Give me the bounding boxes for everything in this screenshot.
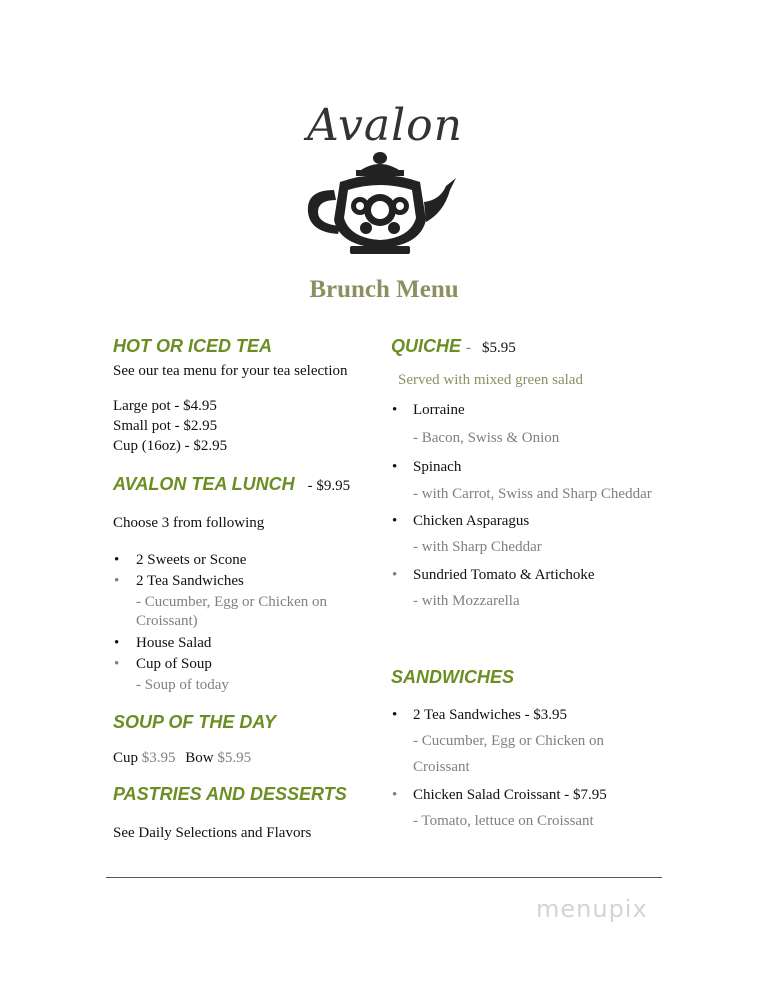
- lunch-item-detail: - Soup of today: [136, 677, 229, 693]
- sandwich-item: 2 Tea Sandwiches - $3.95: [413, 707, 568, 723]
- lunch-note: Choose 3 from following: [113, 515, 265, 531]
- bullet-icon: •: [392, 567, 398, 583]
- quiche-item-detail: - with Mozzarella: [413, 593, 520, 609]
- tea-note: See our tea menu for your tea selection: [113, 363, 348, 379]
- soup-cup-price: $3.95: [141, 750, 176, 766]
- quiche-item-detail: - with Sharp Cheddar: [413, 539, 542, 555]
- bullet-icon: •: [114, 656, 120, 672]
- quiche-item-detail: - Bacon, Swiss & Onion: [413, 430, 560, 446]
- bullet-icon: •: [392, 459, 398, 475]
- bullet-icon: •: [392, 402, 398, 418]
- soup-bowl-label: Bow: [185, 750, 214, 766]
- bullet-icon: •: [392, 513, 398, 529]
- quiche-item: Sundried Tomato & Artichoke: [413, 567, 595, 583]
- sandwich-item: Chicken Salad Croissant - $7.95: [413, 787, 607, 803]
- tea-item: Small pot - $2.95: [113, 418, 218, 434]
- quiche-heading-text: QUICHE: [391, 336, 462, 356]
- pastries-note: See Daily Selections and Flavors: [113, 825, 312, 841]
- quiche-item: Spinach: [413, 459, 462, 475]
- quiche-item-detail: - with Carrot, Swiss and Sharp Cheddar: [413, 486, 652, 502]
- soup-cup-label: Cup: [113, 750, 139, 766]
- bullet-icon: •: [392, 707, 398, 723]
- bullet-icon: •: [114, 635, 120, 651]
- bullet-icon: •: [114, 552, 120, 568]
- tea-item: Cup (16oz) - $2.95: [113, 438, 228, 454]
- lunch-item: 2 Sweets or Scone: [136, 552, 247, 568]
- quiche-dash: -: [466, 340, 472, 356]
- quiche-heading: [391, 336, 516, 357]
- page-title: Brunch Menu: [309, 276, 459, 303]
- sandwich-item-detail: - Tomato, lettuce on Croissant: [413, 813, 594, 829]
- lunch-item: 2 Tea Sandwiches: [136, 573, 244, 589]
- sandwich-item-detail: Croissant: [413, 759, 470, 775]
- bullet-icon: •: [392, 787, 398, 803]
- watermark: menupix: [536, 895, 648, 923]
- divider: [106, 877, 662, 878]
- lunch-heading-text: AVALON TEA LUNCH: [113, 474, 295, 494]
- lunch-price: - $9.95: [307, 478, 351, 494]
- quiche-price: $5.95: [482, 340, 516, 356]
- tea-heading: HOT OR ICED TEA: [113, 336, 273, 356]
- lunch-heading: [113, 474, 350, 495]
- pastries-heading: PASTRIES AND DESSERTS: [113, 784, 347, 804]
- soup-heading: SOUP OF THE DAY: [113, 712, 277, 732]
- quiche-note: Served with mixed green salad: [398, 372, 583, 388]
- quiche-item: Lorraine: [413, 402, 465, 418]
- sandwich-item-detail: - Cucumber, Egg or Chicken on: [413, 733, 605, 749]
- lunch-item-detail: Croissant): [136, 613, 198, 629]
- teapot-logo-icon: [300, 150, 460, 262]
- bullet-icon: •: [114, 573, 120, 589]
- soup-bowl-price: $5.95: [217, 750, 252, 766]
- lunch-item: Cup of Soup: [136, 656, 212, 672]
- sandwiches-heading: SANDWICHES: [391, 667, 515, 687]
- lunch-item-detail: - Cucumber, Egg or Chicken on: [136, 594, 328, 610]
- tea-item: Large pot - $4.95: [113, 398, 217, 414]
- lunch-item: House Salad: [136, 635, 212, 651]
- logo-wordmark: Avalon: [307, 100, 463, 151]
- quiche-item: Chicken Asparagus: [413, 513, 530, 529]
- soup-prices: [113, 750, 251, 767]
